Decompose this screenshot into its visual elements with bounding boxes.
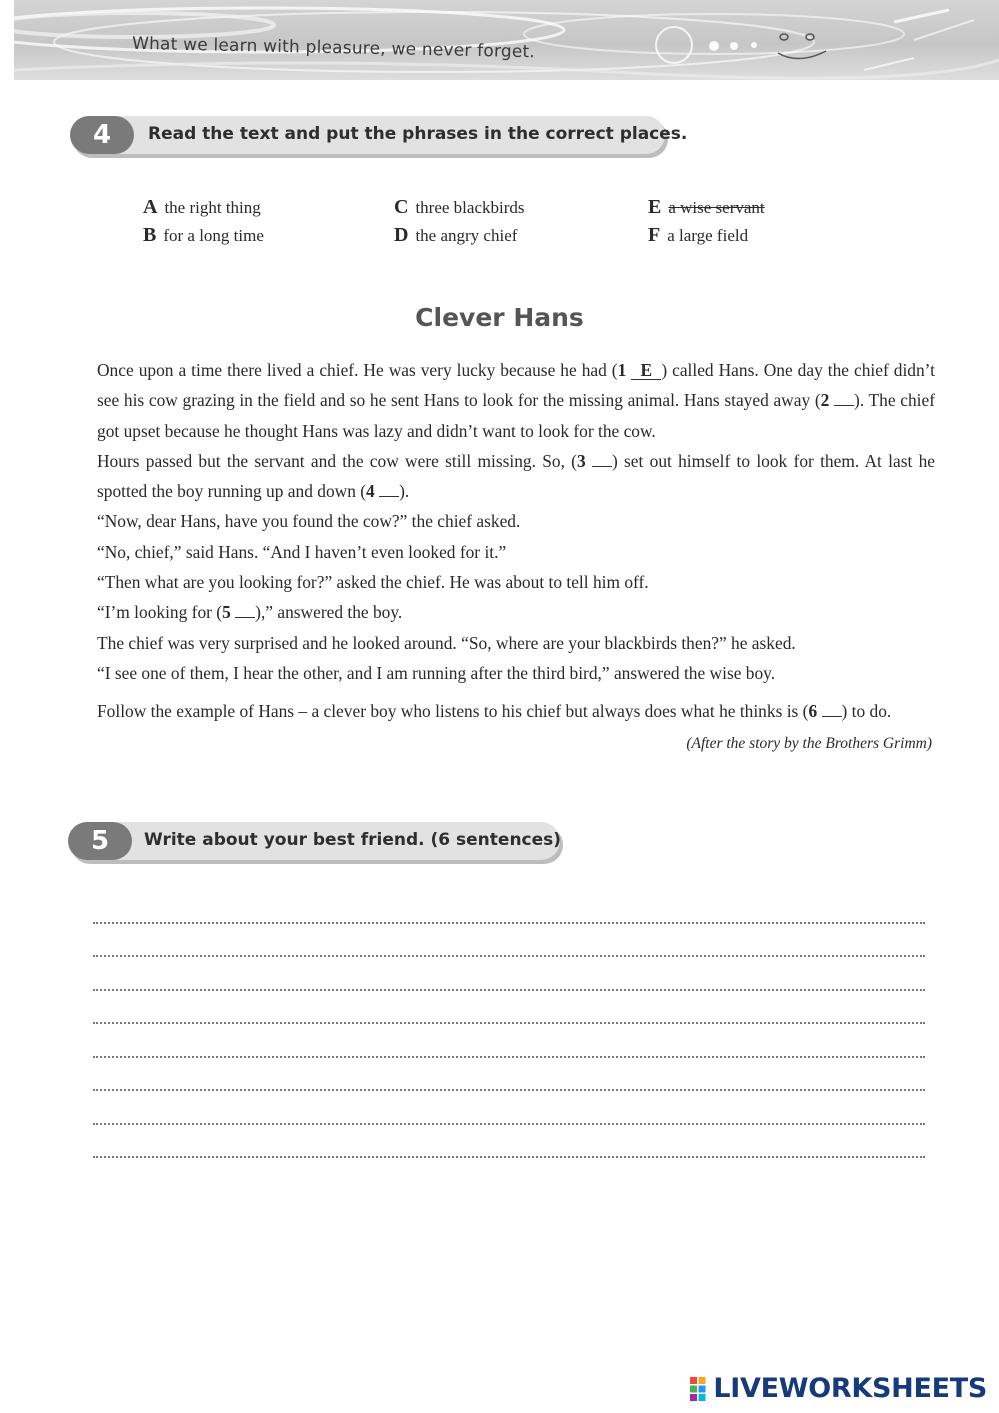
phrase-text: for a long time: [163, 226, 264, 245]
story-source: (After the story by the Brothers Grimm): [686, 735, 932, 752]
task-5-header: [68, 822, 560, 860]
story-title: Clever Hans: [415, 303, 584, 332]
writing-line[interactable]: [93, 1058, 925, 1092]
phrase-letter: E: [648, 196, 662, 218]
motto: What we learn with pleasure, we never forget.: [131, 33, 536, 63]
phrase-letter: A: [143, 196, 158, 218]
phrase-text: the angry chief: [415, 226, 518, 245]
phrase-b: [143, 224, 264, 247]
story-line: “No, chief,” said Hans. “And I haven’t even looked for it.”: [97, 541, 507, 562]
liveworksheets-brand[interactable]: LIVEWORKSHEETS: [713, 1373, 987, 1404]
story-line: “Then what are you looking for?” asked the chief. He was about to tell him off.: [97, 572, 649, 593]
writing-area[interactable]: [93, 890, 925, 1158]
phrase-letter: C: [394, 196, 409, 218]
answer-2-blank[interactable]: [834, 395, 854, 406]
writing-line[interactable]: [93, 1091, 925, 1125]
answer-3-blank[interactable]: [592, 455, 612, 466]
phrase-e: [648, 196, 765, 219]
story-paragraph-1: Once upon a time there lived a chief. He was very lucky because he had (1 E ) called Hans. One day the chief didn’t see his cow grazing in the field and so he sent Hans to look for the missing animal. Hans stayed away (2 ). The chief got upset because he thought Hans was lazy and didn’t want to look for the cow.: [97, 360, 935, 441]
story-line: “I’m looking for (5 ),” answered the boy.: [97, 602, 403, 623]
phrase-letter: B: [143, 224, 157, 246]
phrase-letter: F: [648, 224, 661, 246]
phrase-c: [394, 196, 525, 219]
task-4-header: [70, 116, 688, 154]
phrase-text: the right thing: [164, 198, 261, 217]
story-text: [97, 355, 935, 727]
answer-1[interactable]: E: [631, 362, 661, 380]
phrase-a: [143, 196, 261, 219]
story-line: “I see one of them, I hear the other, and I am running after the third bird,” answered the wise boy.: [97, 662, 776, 683]
phrase-letter: D: [394, 224, 409, 246]
writing-line[interactable]: [93, 1125, 925, 1159]
liveworksheets-logo-icon: [690, 1377, 714, 1401]
task-number: 5: [68, 822, 132, 860]
phrase-d: [394, 224, 517, 247]
header-banner: [14, 0, 999, 80]
story-line: “Now, dear Hans, have you found the cow?” the chief asked.: [97, 511, 521, 532]
answer-4-blank[interactable]: [379, 486, 399, 497]
phrase-f: [648, 224, 748, 247]
smiley-icon: [764, 25, 834, 65]
writing-line[interactable]: [93, 1024, 925, 1058]
story-line: The chief was very surprised and he looked around. “So, where are your blackbirds then?” he asked.: [97, 632, 796, 653]
answer-6-blank[interactable]: [822, 706, 842, 717]
story-paragraph-2: Hours passed but the servant and the cow were still missing. So, (3 ) set out himself to look for them. At last he spotted the boy running up and down (4 ).: [97, 450, 935, 502]
phrase-text: three blackbirds: [415, 198, 525, 217]
task-number: 4: [70, 116, 134, 154]
phrase-text: a large field: [667, 226, 749, 245]
writing-line[interactable]: [93, 957, 925, 991]
task-instruction: Write about your best friend. (6 sentences): [144, 830, 562, 850]
story-line: Follow the example of Hans – a clever boy who listens to his chief but always does what he thinks is (6 ) to do.: [97, 701, 892, 722]
phrase-text-used: a wise servant: [668, 198, 765, 217]
answer-5-blank[interactable]: [235, 607, 255, 618]
writing-line[interactable]: [93, 991, 925, 1025]
writing-line[interactable]: [93, 890, 925, 924]
writing-line[interactable]: [93, 924, 925, 958]
task-instruction: Read the text and put the phrases in the correct places.: [148, 124, 688, 144]
